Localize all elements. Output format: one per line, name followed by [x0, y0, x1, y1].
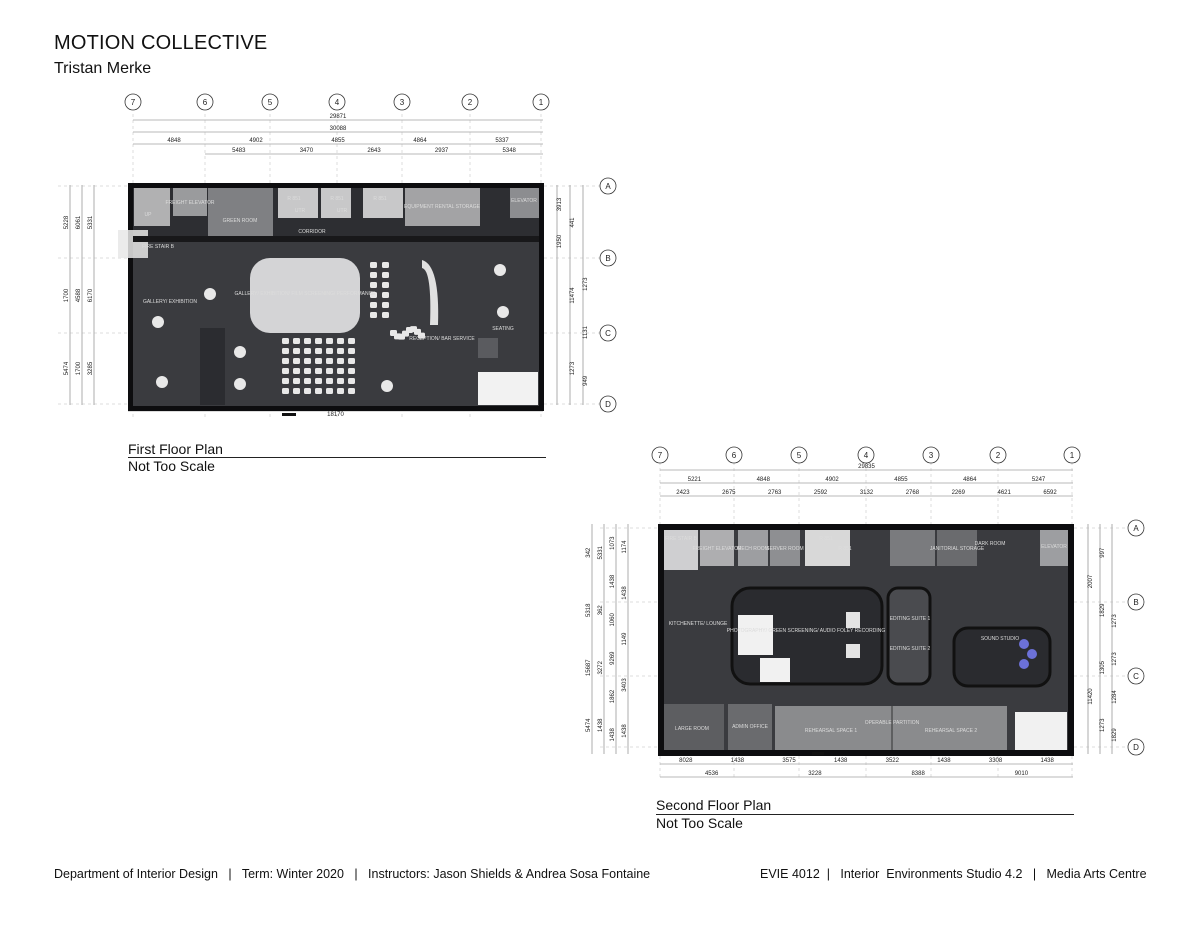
dimension-label: 2768 [905, 490, 920, 496]
grid-column-bubble-label: 3 [928, 451, 934, 460]
dimension-label: 1273 [1100, 718, 1106, 732]
seat [293, 348, 300, 354]
room-label: KITCHENETTE/ LOUNGE [668, 621, 728, 627]
grid-column-bubble-label: 1 [538, 98, 544, 107]
grid-row-bubble-label: A [1133, 524, 1139, 533]
dimension-label: 4855 [894, 477, 908, 483]
room-label: UTR [294, 208, 306, 214]
seat [282, 388, 289, 394]
dimension-label: 1700 [64, 288, 70, 303]
round-table [381, 380, 393, 392]
dimension-label: 5337 [495, 138, 509, 144]
room-label: MECH ROOM [737, 546, 769, 552]
round-table [156, 376, 168, 388]
dimension-label: 4848 [756, 477, 770, 483]
seat [382, 272, 389, 278]
grid-row-bubble-label: B [605, 254, 611, 263]
dimension-label: 1829 [1100, 603, 1106, 617]
seat [293, 368, 300, 374]
room-label: REHEARSAL SPACE 1 [804, 728, 858, 734]
grid-column-bubble-label: 7 [657, 451, 663, 460]
room-label: R 851 [330, 196, 344, 202]
dimension-label: 29835 [858, 464, 875, 470]
dimension-label: 30088 [329, 126, 347, 132]
room-label: FREIGHT ELEVATOR [692, 546, 742, 552]
seat [337, 378, 344, 384]
room-label: GALLERY/ EXHIBITION/ FILM SCREENING/ PERFORMANCE [234, 291, 376, 297]
grid-column-bubble-label: 2 [467, 98, 473, 107]
dimension-label: 4902 [825, 477, 839, 483]
dimension-label: 5348 [502, 148, 516, 154]
grid-row-bubble-label: A [605, 182, 611, 191]
room-label: JANITORIAL STORAGE [929, 546, 985, 552]
dimension-label: 1284 [1112, 690, 1118, 704]
room-label: FIRE STAIR B [142, 244, 174, 250]
seat [337, 348, 344, 354]
dimension-label: 1060 [610, 613, 616, 627]
dimension-label: 1438 [937, 758, 951, 764]
dimension-label: 3470 [299, 148, 314, 154]
dimension-label: 5474 [586, 718, 592, 732]
seat [348, 388, 355, 394]
room-label: SEATING [492, 326, 514, 332]
room-label: PHOTOGRAPHY/ GREEN SCREENING/ AUDIO FOLEY RECORDING [726, 628, 886, 634]
dimension-label: 4588 [76, 288, 82, 303]
room-label: REHEARSAL SPACE 2 [924, 728, 978, 734]
dimension-label: 3913 [557, 197, 563, 212]
dimension-label: 5483 [232, 148, 246, 154]
seat [304, 358, 311, 364]
seat [293, 388, 300, 394]
seat [282, 378, 289, 384]
dimension-label: 1273 [1112, 652, 1118, 666]
grid-column-bubble-label: 6 [731, 451, 737, 460]
room-label: FIRE STAIR B [665, 536, 697, 542]
dimension-label: 342 [586, 547, 592, 558]
grid-row-bubble-label: B [1133, 598, 1139, 607]
room-label: RECEPTION/ BAR SERVICE [409, 336, 475, 342]
seat [315, 338, 322, 344]
seat [304, 378, 311, 384]
dimension-label: 1174 [622, 540, 628, 554]
grid-row-markers [600, 178, 616, 412]
seat [304, 348, 311, 354]
seat [293, 338, 300, 344]
dimension-label: 2423 [676, 490, 690, 496]
dimension-label: 3285 [88, 361, 94, 376]
room-label: R 851 [819, 536, 833, 542]
dimension-label: 8028 [679, 758, 693, 764]
room-label: EDITING SUITE 2 [889, 646, 931, 652]
dimension-label: 2763 [768, 490, 782, 496]
seat [315, 358, 322, 364]
room-label: SOUND STUDIO [980, 636, 1020, 642]
seat [326, 388, 333, 394]
dimension-label: 9269 [610, 651, 616, 665]
dimension-label: 1273 [1112, 614, 1118, 628]
grid-column-markers [125, 94, 549, 110]
project-title: MOTION COLLECTIVE [54, 32, 268, 54]
dimension-label: 441 [570, 217, 576, 228]
dimension-label: 1438 [622, 586, 628, 600]
dimension-label: 4855 [331, 138, 345, 144]
room-label: OPERABLE PARTITION [864, 720, 920, 726]
room-label: SERVER ROOM [766, 546, 804, 552]
dimension-label: 29871 [329, 114, 347, 120]
second-floor-scale-note: Not Too Scale [656, 815, 743, 831]
dimension-label: 3228 [808, 771, 822, 777]
dimension-label: 1273 [583, 277, 589, 291]
seat [382, 292, 389, 298]
seat [304, 368, 311, 374]
first-floor-scale-note: Not Too Scale [128, 458, 215, 474]
round-table [234, 378, 246, 390]
seat [337, 338, 344, 344]
seat [282, 358, 289, 364]
dimension-label: 4864 [413, 138, 427, 144]
dimension-label: 1438 [622, 724, 628, 738]
round-table [494, 264, 506, 276]
dimension-label: 3272 [598, 661, 604, 675]
grid-column-bubble-label: 1 [1069, 451, 1075, 460]
seat [337, 358, 344, 364]
footer-studio-info: EVIE 4012 | Interior Environments Studio 4.2 | Media Arts Centre [760, 867, 1147, 881]
second-floor-caption: Second Floor Plan [656, 797, 772, 813]
seat [326, 368, 333, 374]
grid-row-bubble-label: D [605, 400, 611, 409]
dimension-label: 2675 [722, 490, 736, 496]
first-floor-plan [50, 90, 610, 430]
seat [370, 312, 377, 318]
dimension-label: 2643 [367, 148, 381, 154]
dimension-label: 6170 [88, 288, 94, 303]
seat [315, 348, 322, 354]
seat [326, 378, 333, 384]
seat [282, 338, 289, 344]
grid-column-bubble-label: 5 [796, 451, 802, 460]
seat [315, 368, 322, 374]
seat [315, 388, 322, 394]
seat [348, 338, 355, 344]
dimension-label: 5228 [64, 215, 70, 230]
dimension-label: 1131 [583, 326, 589, 339]
dimension-label: 5318 [586, 603, 592, 617]
dimension-label: 6592 [1043, 490, 1057, 496]
grid-column-bubble-label: 6 [202, 98, 208, 107]
dimension-label: 4902 [249, 138, 263, 144]
seat [382, 312, 389, 318]
seat [315, 378, 322, 384]
seat [337, 388, 344, 394]
editing-suites [888, 588, 930, 684]
first-floor-caption: First Floor Plan [128, 441, 223, 457]
dimension-label: 2937 [434, 148, 449, 154]
seat [348, 348, 355, 354]
dimension-label: 5474 [64, 361, 70, 376]
dimension-label: 1700 [76, 361, 82, 376]
seat [348, 358, 355, 364]
room-label: ADMIN OFFICE [732, 724, 768, 730]
second-floor-plan [580, 440, 1160, 790]
dimension-label: 6061 [76, 215, 82, 230]
dimension-label: 2007 [1088, 574, 1094, 589]
seat [370, 272, 377, 278]
room-label: UTR [336, 208, 348, 214]
seat [370, 262, 377, 268]
dimension-label: 1438 [598, 718, 604, 732]
room-label: EQUIPMENT RENTAL STORAGE [404, 204, 480, 210]
seat [382, 262, 389, 268]
dimension-label: 2592 [813, 490, 828, 496]
room-label: LARGE ROOM [675, 726, 709, 732]
dimension-label: 4864 [963, 477, 977, 483]
grid-column-bubble-label: 4 [863, 451, 869, 460]
dimension-label: 4848 [167, 138, 181, 144]
dimension-label: 1438 [834, 758, 848, 764]
round-table [204, 288, 216, 300]
seat [293, 358, 300, 364]
dimension-label: 3308 [988, 758, 1003, 764]
dimension-label: 1438 [1040, 758, 1054, 764]
seat [304, 338, 311, 344]
round-table [497, 306, 509, 318]
seat [293, 378, 300, 384]
room-label: R 851 [287, 196, 301, 202]
seat [348, 368, 355, 374]
dimension-label: 4536 [704, 771, 719, 777]
seat [348, 378, 355, 384]
grid-row-bubble-label: C [1133, 672, 1139, 681]
seat [282, 348, 289, 354]
dimension-label: 4621 [997, 490, 1011, 496]
dimension-label: 3522 [885, 758, 899, 764]
seat [370, 282, 377, 288]
seat [326, 348, 333, 354]
room-label: UP [144, 212, 152, 218]
room-label: FREIGHT ELEVATOR [165, 200, 215, 206]
dimension-label: 18170 [327, 412, 344, 418]
grid-row-bubble-label: D [1133, 743, 1139, 752]
dimension-label: 1438 [730, 758, 745, 764]
dimension-label: 1305 [1100, 661, 1106, 675]
seat [326, 358, 333, 364]
seat [282, 368, 289, 374]
room-label: CORRIDOR [298, 229, 326, 235]
author-name: Tristan Merke [54, 60, 152, 77]
grid-column-bubble-label: 4 [334, 98, 340, 107]
seat [382, 302, 389, 308]
dimension-label: 5221 [687, 477, 702, 483]
grid-row-bubble-label: C [605, 329, 611, 338]
dimension-label: 1829 [1112, 728, 1118, 742]
dimension-label: 5331 [88, 215, 94, 230]
dimension-label: 362 [598, 605, 604, 616]
dimension-label: 3575 [782, 758, 796, 764]
grid-column-bubble-label: 2 [995, 451, 1001, 460]
dimension-label: 1273 [570, 361, 576, 376]
dimension-label: 5331 [598, 546, 604, 560]
seat [382, 282, 389, 288]
room-label: R 851 [838, 546, 852, 552]
seat [304, 388, 311, 394]
grid-column-bubble-label: 3 [399, 98, 405, 107]
dimension-label: 11420 [1088, 688, 1094, 705]
dimension-label: 1438 [610, 728, 616, 742]
dimension-label: 1438 [610, 574, 616, 589]
dimension-label: 1149 [622, 632, 628, 646]
seat [337, 368, 344, 374]
dimension-label: 11474 [570, 287, 576, 304]
room-label: EDITING SUITE 1 [889, 616, 931, 622]
dimension-label: 1950 [557, 234, 563, 249]
seat [370, 302, 377, 308]
dimension-label: 3403 [622, 678, 628, 692]
dimension-label: 8388 [911, 771, 925, 777]
dimension-label: 1862 [610, 689, 616, 704]
dimension-label: 997 [1100, 547, 1106, 558]
dimension-label: 1073 [610, 536, 616, 550]
dimension-label: 2269 [951, 490, 965, 496]
grid-column-bubble-label: 7 [130, 98, 136, 107]
room-label: GALLERY/ EXHIBITION [142, 299, 198, 305]
round-table [234, 346, 246, 358]
dimension-label: 3132 [859, 490, 874, 496]
dimension-label: 9010 [1014, 771, 1029, 777]
room-label: R 851 [373, 196, 387, 202]
dimension-label: 15687 [586, 659, 592, 677]
room-label: ELEVATOR [1041, 544, 1067, 550]
dimension-label: 5247 [1031, 477, 1046, 483]
room-label: ELEVATOR [511, 198, 537, 204]
room-label: DARK ROOM [974, 541, 1006, 547]
round-table [152, 316, 164, 328]
grid-column-bubble-label: 5 [267, 98, 273, 107]
dimension-label: 949 [583, 375, 589, 386]
room-label: GREEN ROOM [222, 218, 258, 224]
footer-course-info: Department of Interior Design | Term: Winter 2020 | Instructors: Jason Shields & Andrea Sosa Fontaine [54, 867, 651, 881]
seat [326, 338, 333, 344]
